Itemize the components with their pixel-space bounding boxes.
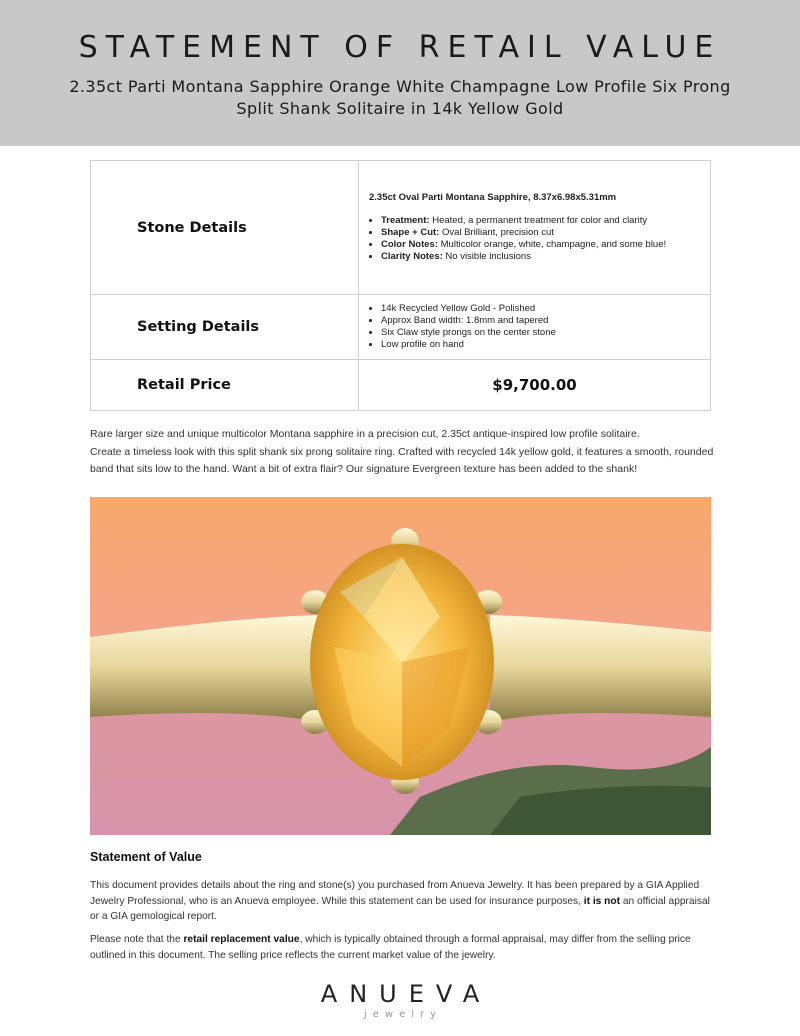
setting-details-list bbox=[369, 303, 702, 351]
list-item bbox=[381, 215, 702, 227]
ring-band-right bbox=[490, 615, 711, 722]
anueva-logo bbox=[300, 980, 500, 1020]
item-value: Heated, a permanent treatment for color and clarity bbox=[429, 215, 648, 226]
statement-title: Statement of Value bbox=[90, 850, 202, 864]
statement-paragraph-1 bbox=[90, 878, 714, 925]
item-key: Shape + Cut: bbox=[381, 227, 440, 238]
text-span: This document provides details about the ring and stone(s) you purchased from Anueva Jewelry. It has been prepared by a GIA Applied Jewelry Professional, who is an Anueva employee. While this statement can be used for insurance purposes, bbox=[90, 880, 700, 907]
logo-brand: ANUEVA bbox=[320, 980, 492, 1008]
details-table bbox=[90, 160, 711, 411]
emphasis: it is not bbox=[583, 895, 621, 907]
product-subtitle: 2.35ct Parti Montana Sapphire Orange White Champagne Low Profile Six Prong Split Shank Solitaire in 14k Yellow Gold bbox=[69, 77, 731, 118]
document-title: STATEMENT OF RETAIL VALUE bbox=[78, 30, 722, 65]
item-value: Multicolor orange, white, champagne, and some blue! bbox=[438, 239, 667, 250]
logo-sub: jewelry bbox=[363, 1009, 443, 1020]
ring-photo bbox=[90, 497, 711, 835]
stone-details-list bbox=[369, 215, 702, 263]
item-key: Color Notes: bbox=[381, 239, 438, 250]
stone-details-content bbox=[359, 161, 711, 295]
product-description bbox=[90, 426, 714, 479]
item-key: Treatment: bbox=[381, 215, 430, 226]
list-item: • Low profile on hand bbox=[381, 339, 702, 351]
list-item: • 14k Recycled Yellow Gold - Polished bbox=[381, 303, 702, 315]
stone-heading: 2.35ct Oval Parti Montana Sapphire, 8.37x6.98x5.31mm bbox=[369, 192, 617, 203]
ring-illustration bbox=[90, 497, 711, 835]
stone-details-row bbox=[91, 161, 711, 295]
setting-details-content bbox=[359, 295, 711, 360]
header-banner bbox=[0, 0, 800, 146]
list-item bbox=[381, 227, 702, 239]
item-value: Oval Brilliant, precision cut bbox=[439, 227, 554, 238]
retail-price-row bbox=[91, 360, 711, 411]
text-span: an official appraisal or a GIA gemological report. bbox=[90, 895, 710, 922]
setting-details-label: Setting Details bbox=[91, 295, 359, 360]
retail-price-value: $9,700.00 bbox=[359, 360, 711, 411]
list-item bbox=[381, 251, 702, 263]
stone-details-label: Stone Details bbox=[91, 161, 359, 295]
list-item: • Six Claw style prongs on the center stone bbox=[381, 327, 702, 339]
description-line-1: Rare larger size and unique multicolor Montana sapphire in a precision cut, 2.35ct antique-inspired low profile solitaire. bbox=[90, 428, 640, 440]
item-value: No visible inclusions bbox=[442, 251, 531, 262]
description-line-2: Create a timeless look with this split shank six prong solitaire ring. Crafted with recycled 14k yellow gold, it features a smooth, rounded band that sits low to the hand. Want a bit of extra flair? Our signature Evergreen texture has been added to the shank! bbox=[90, 445, 714, 475]
list-item: • Approx Band width: 1.8mm and tapered bbox=[381, 315, 702, 327]
emphasis: retail replacement value bbox=[183, 934, 300, 945]
setting-details-row bbox=[91, 295, 711, 360]
retail-price-label: Retail Price bbox=[91, 360, 359, 411]
list-item bbox=[381, 239, 702, 251]
text-span: Please note that the bbox=[90, 934, 184, 945]
text-span: , which is typically obtained through a formal appraisal, may differ from the selling price outlined in this document. The selling price reflects the current market value of the jewelry. bbox=[90, 934, 691, 961]
statement-paragraph-2 bbox=[90, 932, 714, 963]
item-key: Clarity Notes: bbox=[381, 251, 443, 262]
